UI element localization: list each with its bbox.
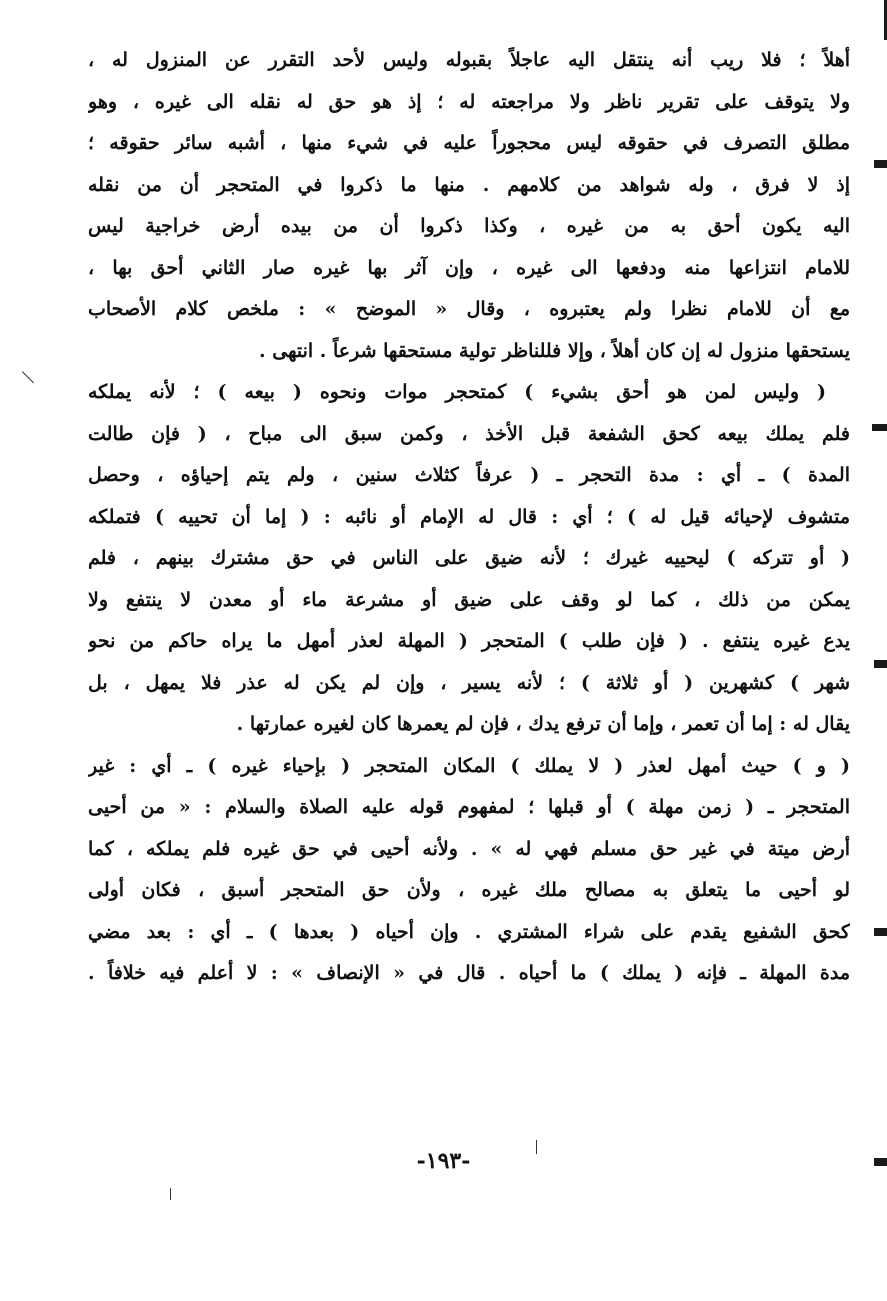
text-line: ( و ) حيث أمهل لعذر ( لا يملك ) المكان المتحجر ( بإحياء غيره ) ـ أي : غير <box>88 754 850 777</box>
scan-edge-mark <box>874 660 887 668</box>
text-line: المدة ) ـ أي : مدة التحجر ـ ( عرفاً كثلاث سنين ، ولم يتم إحياؤه ، وحصل <box>88 464 850 486</box>
text-line: يدع غيره ينتفع . ( فإن طلب ) المتحجر ( المهلة لعذر أمهل ما يراه حاكم من نحو <box>88 630 850 652</box>
text-line: متشوف لإحيائه قيل له ) ؛ أي : قال له الإمام أو نائبه : ( إما أن تحييه ) فتملكه <box>88 505 850 528</box>
text-line: كحق الشفيع يقدم على شراء المشتري . وإن أحياه ( بعدها ) ـ أي : بعد مضي <box>88 920 850 943</box>
scan-edge-mark <box>874 928 887 936</box>
text-line: فلم يملك بيعه كحق الشفعة قبل الأخذ ، وكمن سبق الى مباح ، ( فإن طالت <box>88 422 850 445</box>
stray-pen-mark <box>22 371 34 383</box>
stray-pen-mark <box>536 1140 537 1154</box>
text-line: ( وليس لمن هو أحق بشيء ) كمتحجر موات ونحوه ( بيعه ) ؛ لأنه يملكه <box>88 381 826 403</box>
text-line: يقال له : إما أن تعمر ، وإما أن ترفع يدك ، فإن لم يعمرها كان لغيره عمارتها . <box>236 713 850 735</box>
stray-pen-mark <box>170 1188 171 1200</box>
body-text <box>88 40 850 995</box>
text-line: اليه يكون أحق به من غيره ، وكذا ذكروا أن من بيده أرض خراجية ليس <box>88 215 850 237</box>
scan-edge-mark <box>874 1158 887 1166</box>
text-line: المتحجر ـ ( زمن مهلة ) أو قبلها ؛ لمفهوم قوله عليه الصلاة والسلام : « من أحيى <box>88 796 850 818</box>
page-number: -١٩٣- <box>416 1148 471 1174</box>
text-line: يمكن من ذلك ، كما لو وقف على ضيق أو مشرعة ماء أو معدن لا ينتفع ولا <box>88 588 850 611</box>
text-line: ( أو تتركه ) ليحييه غيرك ؛ لأنه ضيق على الناس في حق مشترك بينهم ، فلم <box>88 547 850 569</box>
scan-edge-mark <box>874 160 887 168</box>
text-line: شهر ) كشهرين ( أو ثلاثة ) ؛ لأنه يسير ، وإن لم يكن له عذر فلا يمهل ، بل <box>88 671 850 694</box>
text-line: يستحقها منزول له إن كان أهلاً ، وإلا فللناظر تولية مستحقها شرعاً . انتهى . <box>259 339 850 362</box>
text-line: مطلق التصرف في حقوقه ليس محجوراً عليه في شيء منها ، أشبه سائر حقوقه ؛ <box>88 132 850 154</box>
text-line: مع أن للامام نظرا ولم يعتبروه ، وقال « الموضح » : ملخص كلام الأصحاب <box>88 298 850 320</box>
text-line: إذ لا فرق ، وله شواهد من كلامهم . منها ما ذكروا في المتحجر أن من نقله <box>88 173 850 196</box>
scan-edge-mark <box>872 424 887 431</box>
text-line: أرض ميتة في غير حق مسلم فهي له » . ولأنه أحيى في حق غيره فلم يملكه ، كما <box>88 837 850 860</box>
text-line: لو أحيى ما يتعلق به مصالح ملك غيره ، ولأن حق المتحجر أسبق ، فكان أولى <box>88 879 850 901</box>
text-line: أهلاً ؛ فلا ريب أنه ينتقل اليه عاجلاً بقبوله وليس لأحد التقرر عن المنزول له ، <box>88 49 850 71</box>
text-line: مدة المهلة ـ فإنه ( يملك ) ما أحياه . قال في « الإنصاف » : لا أعلم فيه خلافاً . <box>88 962 850 984</box>
text-line: ولا يتوقف على تقرير ناظر ولا مراجعته له ؛ إذ هو حق له نقله الى غيره ، وهو <box>88 90 850 113</box>
text-line: للامام انتزاعها منه ودفعها الى غيره ، وإن آثر بها غيره صار الثاني أحق بها ، <box>88 256 850 279</box>
